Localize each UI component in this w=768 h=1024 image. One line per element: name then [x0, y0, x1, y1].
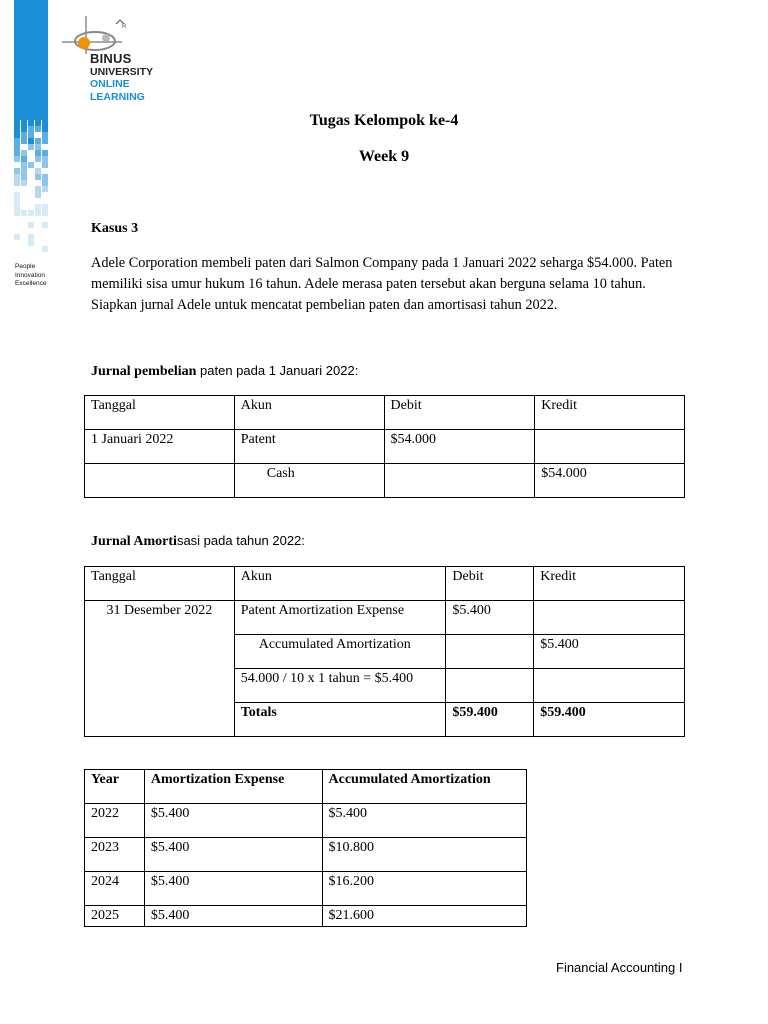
header-cell: Debit [446, 567, 534, 601]
table-row [85, 464, 685, 498]
cell-expense: $5.400 [144, 872, 322, 906]
cell-date [85, 464, 235, 498]
cell-year: 2025 [85, 906, 145, 927]
cell-account: Patent Amortization Expense [234, 601, 446, 635]
table-row [85, 872, 527, 906]
purchase-journal-label [91, 363, 358, 380]
cell-accumulated: $5.400 [322, 804, 527, 838]
cell-account: Accumulated Amortization [234, 635, 446, 669]
header-cell: Debit [384, 396, 535, 430]
table-row [85, 430, 685, 464]
cell-credit [534, 669, 685, 703]
binus-logo [62, 16, 172, 106]
cell-year: 2022 [85, 804, 145, 838]
tagline [15, 263, 46, 289]
cell-account: 54.000 / 10 x 1 tahun = $5.400 [234, 669, 446, 703]
week-label: Week 9 [358, 148, 410, 165]
cell-credit: $59.400 [534, 703, 685, 737]
logo-line-binus: BINUS [90, 51, 132, 66]
pixel-square [35, 192, 41, 198]
header-cell: Tanggal [85, 396, 235, 430]
pixel-square [42, 210, 48, 216]
case-heading: Kasus 3 [91, 221, 139, 236]
logo-line-learning: LEARNING [90, 90, 145, 103]
pixel-square [35, 210, 41, 216]
amortization-label-bold: Jurnal Amorti [91, 534, 177, 549]
header-cell: Akun [234, 567, 446, 601]
pixel-square [42, 222, 48, 228]
logo-emblem-icon [62, 16, 132, 56]
pixel-square [28, 210, 34, 216]
cell-debit [446, 669, 534, 703]
cell-credit: $5.400 [534, 635, 685, 669]
cell-credit [535, 430, 685, 464]
tagline-line: Excellence [15, 280, 47, 287]
table-row [85, 838, 527, 872]
pixel-square [21, 138, 27, 144]
cell-accumulated: $16.200 [322, 872, 527, 906]
cell-account: Totals [234, 703, 446, 737]
amortization-journal-label [91, 533, 305, 550]
pixel-square [21, 210, 27, 216]
cell-accumulated: $10.800 [322, 838, 527, 872]
header-cell: Year [85, 770, 145, 804]
cell-date: 1 Januari 2022 [85, 430, 235, 464]
logo-line-university: UNIVERSITY [90, 65, 154, 78]
cell-account: Patent [234, 430, 384, 464]
pixel-square [28, 240, 34, 246]
purchase-journal-table [84, 395, 685, 498]
cell-credit [534, 601, 685, 635]
cell-debit [384, 464, 535, 498]
pixel-square [14, 210, 20, 216]
cell-accumulated: $21.600 [322, 906, 527, 927]
pixel-square [42, 246, 48, 252]
purchase-label-rest: paten pada 1 Januari 2022: [196, 363, 359, 378]
amortization-journal-table [84, 566, 685, 737]
tagline-line: People [15, 263, 36, 270]
document-title: Tugas Kelompok ke-4 [309, 112, 459, 129]
tagline-line: Innovation [15, 271, 45, 279]
cell-debit: $5.400 [446, 601, 534, 635]
cell-expense: $5.400 [144, 838, 322, 872]
pixel-square [14, 234, 20, 240]
pixel-square [21, 180, 27, 186]
cell-expense: $5.400 [144, 804, 322, 838]
cell-debit: $54.000 [384, 430, 535, 464]
purchase-label-bold: Jurnal pembelian [91, 364, 197, 379]
table-header-row [85, 770, 527, 804]
cell-date: 31 Desember 2022 [85, 601, 235, 737]
logo-line-online: ONLINE [90, 78, 130, 90]
logo-text [90, 53, 153, 103]
amortization-schedule-table [84, 769, 527, 927]
header-cell: Accumulated Amortization [322, 770, 527, 804]
amortization-label-rest: sasi pada tahun 2022: [176, 533, 305, 548]
pixel-square [28, 222, 34, 228]
header-cell: Akun [234, 396, 384, 430]
case-description: Adele Corporation membeli paten dari Salmon Company pada 1 Januari 2022 seharga $54.000. Paten memiliki sisa umur hukum 16 tahun. Adele merasa paten tersebut akan berguna selama 10 tahun. Siapkan jurnal Adele untuk mencatat pembelian paten dan amortisasi tahun 2022. [91, 255, 673, 313]
table-row [85, 906, 527, 927]
pixel-square [14, 180, 20, 186]
cell-expense: $5.400 [144, 906, 322, 927]
pixel-square [42, 138, 48, 144]
cell-debit [446, 635, 534, 669]
pixel-square [35, 174, 41, 180]
table-header-row [85, 567, 685, 601]
table-row [85, 601, 685, 635]
header-cell: Tanggal [85, 567, 235, 601]
cell-year: 2024 [85, 872, 145, 906]
table-row [85, 804, 527, 838]
cell-account: Cash [234, 464, 384, 498]
cell-credit: $54.000 [535, 464, 685, 498]
header-cell: Kredit [534, 567, 685, 601]
footer-course-name: Financial Accounting I [556, 960, 683, 975]
svg-text:R: R [122, 24, 127, 30]
table-header-row [85, 396, 685, 430]
pixel-square [42, 186, 48, 192]
cell-year: 2023 [85, 838, 145, 872]
header-cell: Kredit [535, 396, 685, 430]
header-cell: Amortization Expense [144, 770, 322, 804]
side-bar [14, 0, 48, 120]
cell-debit: $59.400 [446, 703, 534, 737]
